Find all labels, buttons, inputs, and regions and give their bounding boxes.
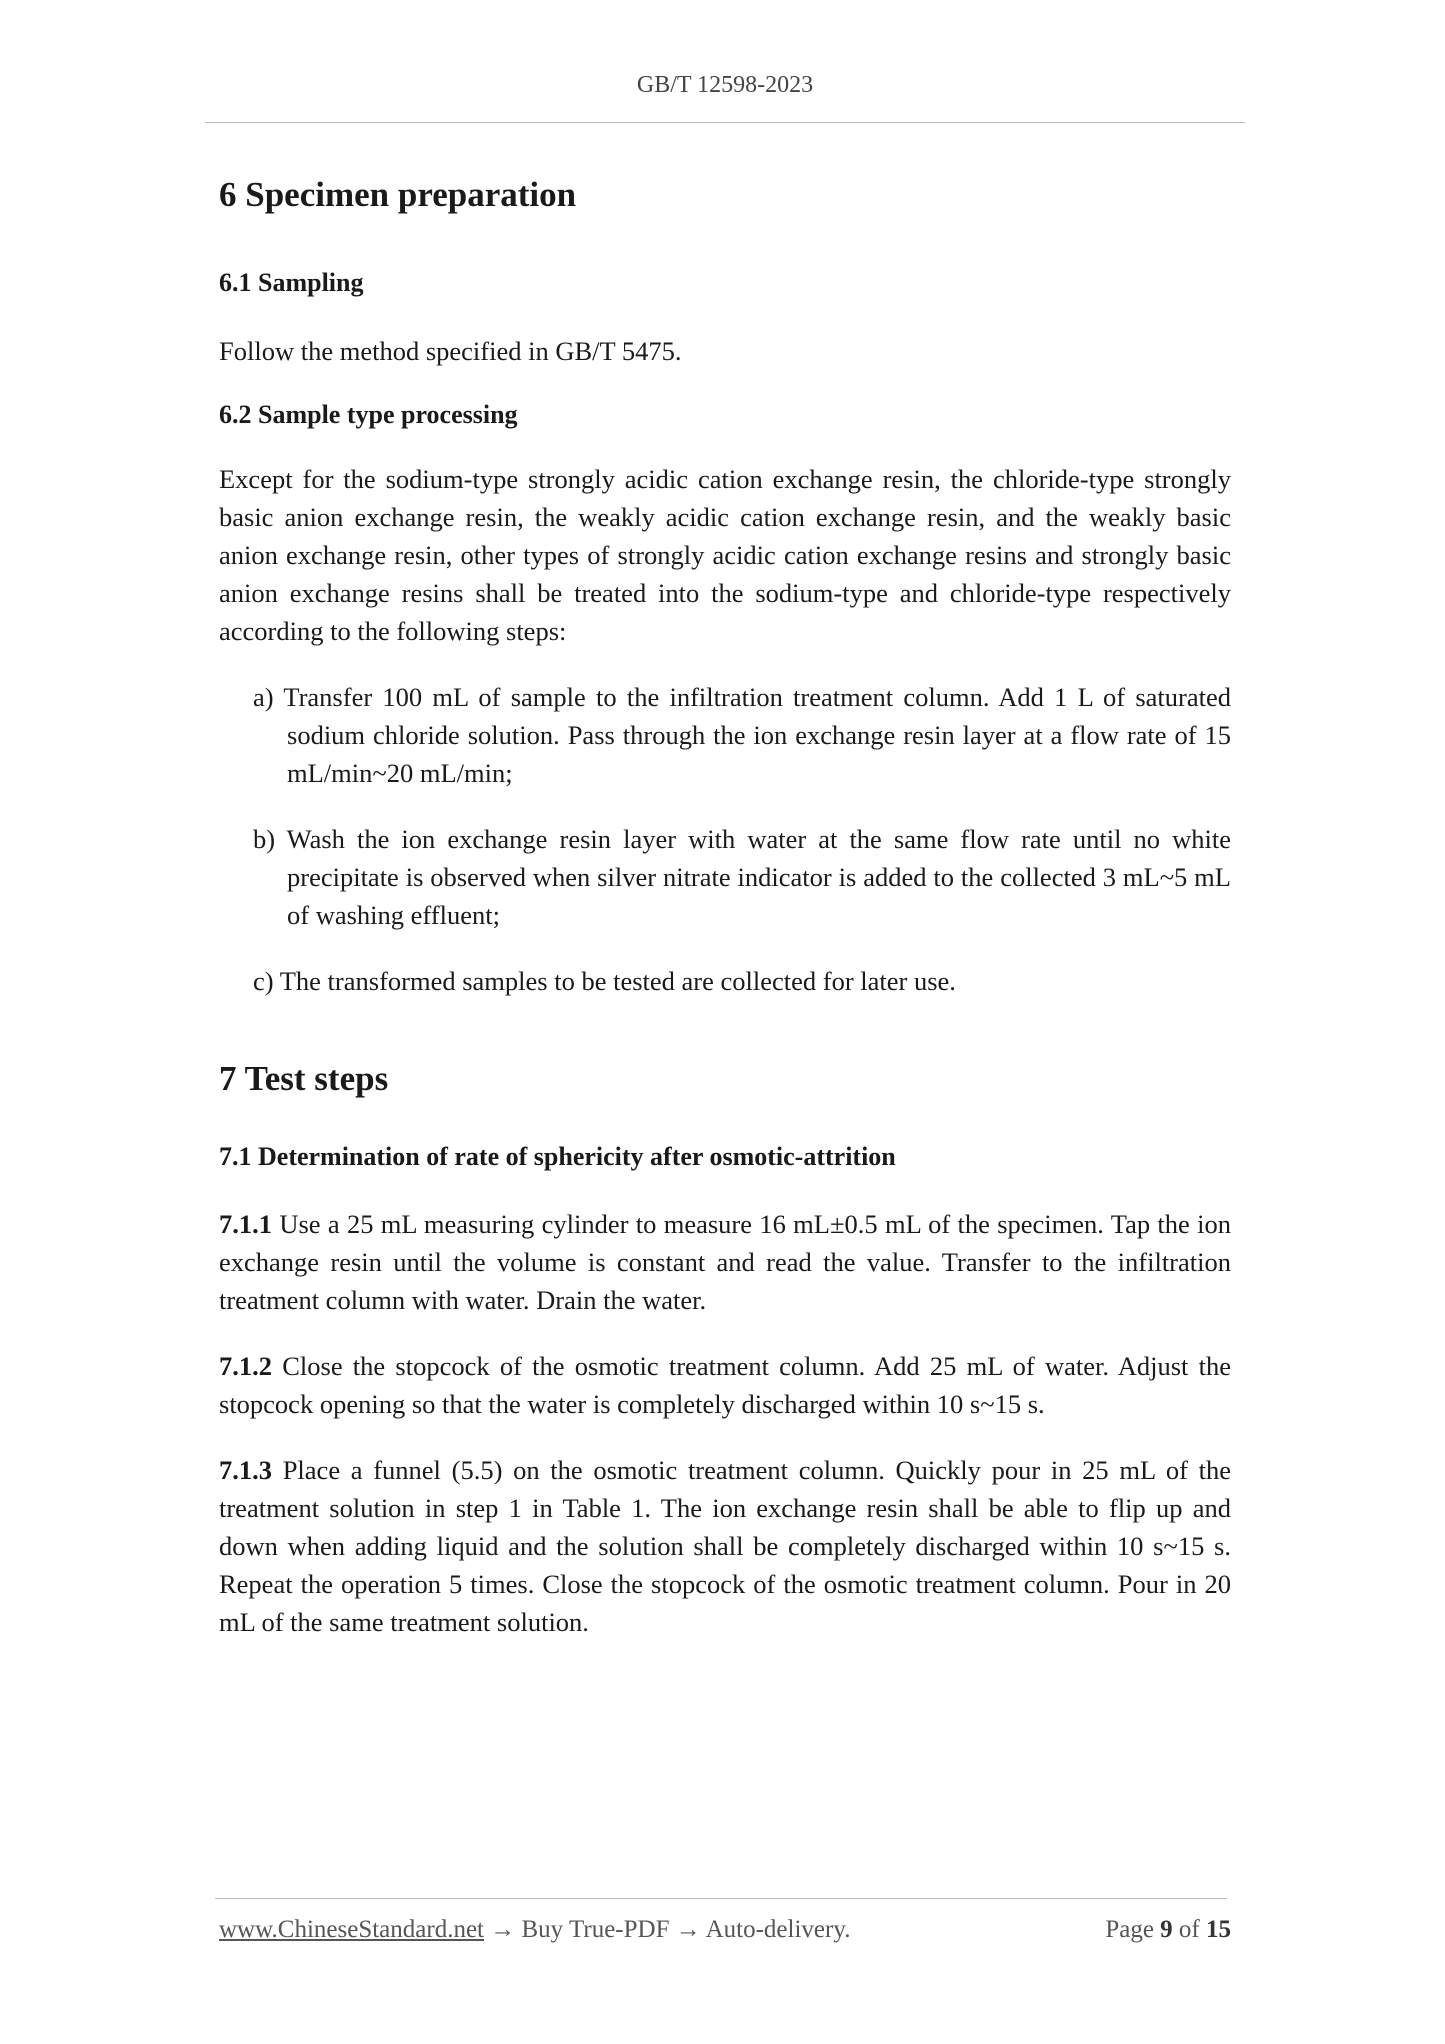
list-item-b: b) Wash the ion exchange resin layer with water at the same flow rate until no white precipitate is observed when silver nitrate indicator is added to the collected 3 mL~5 mL of washing effluent;: [253, 823, 1231, 930]
page-content: [219, 160, 1231, 1641]
clause-text: Close the stopcock of the osmotic treatment column. Add 25 mL of water. Adjust the stopcock opening so that the water is completely discharged within 10 s~15 s.: [219, 1351, 1231, 1420]
section-7-1-title: 7.1 Determination of rate of sphericity after osmotic-attrition: [219, 1141, 896, 1171]
chinesestandard-link[interactable]: www.ChineseStandard.net: [219, 1916, 484, 1943]
auto-delivery-text: Auto-delivery.: [705, 1916, 851, 1943]
section-6-title: 6 Specimen preparation: [219, 175, 577, 214]
of-label: of: [1178, 1916, 1200, 1943]
clause-number: 7.1.2: [219, 1351, 272, 1382]
section-6-2-title: 6.2 Sample type processing: [219, 399, 518, 429]
page-footer: [219, 1916, 1231, 1944]
page-total: 15: [1206, 1916, 1231, 1943]
page-indicator: [1105, 1916, 1231, 1944]
footer-divider: [215, 1898, 1227, 1899]
page-label: Page: [1105, 1916, 1154, 1943]
arrow-right-icon: →: [675, 1916, 701, 1943]
clause-number: 7.1.3: [219, 1455, 272, 1486]
clause-7-1-1: [219, 1205, 1231, 1319]
section-7-title: 7 Test steps: [219, 1058, 389, 1098]
clause-text: Place a funnel (5.5) on the osmotic treatment column. Quickly pour in 25 mL of the treatment solution in step 1 in Table 1. The ion exchange resin shall be able to flip up and down when adding liquid and the solution shall be completely discharged within 10 s~15 s. Repeat the operation 5 times. Close the stopcock of the osmotic treatment column. Pour in 20 mL of the same treatment solution.: [219, 1455, 1231, 1638]
footer-promo: [219, 1916, 850, 1944]
list-item-c: c) The transformed samples to be tested are collected for later use.: [253, 965, 956, 996]
section-6-2-text: Except for the sodium-type strongly acidic cation exchange resin, the chloride-type strongly basic anion exchange resin, the weakly acidic cation exchange resin, and the weakly basic anion exchange resin, other types of strongly acidic cation exchange resins and strongly basic anion exchange resins shall be treated into the sodium-type and chloride-type respectively according to the following steps:: [219, 463, 1231, 646]
arrow-right-icon: →: [490, 1916, 516, 1943]
clause-number: 7.1.1: [219, 1209, 272, 1240]
page-number: 9: [1160, 1916, 1173, 1943]
buy-pdf-text: Buy True-PDF: [521, 1916, 670, 1943]
section-6-1-title: 6.1 Sampling: [219, 268, 364, 297]
header-divider: [205, 122, 1245, 123]
clause-text: Use a 25 mL measuring cylinder to measure 16 mL±0.5 mL of the specimen. Tap the ion exchange resin until the volume is constant and read the value. Transfer to the infiltration treatment column with water. Drain the water.: [219, 1209, 1231, 1316]
section-6-1-text: Follow the method specified in GB/T 5475.: [219, 335, 682, 366]
clause-7-1-2: [219, 1347, 1231, 1423]
running-header: GB/T 12598-2023: [636, 72, 814, 98]
list-item-a: a) Transfer 100 mL of sample to the infiltration treatment column. Add 1 L of saturated sodium chloride solution. Pass through the ion exchange resin layer at a flow rate of 15 mL/min~20 mL/min;: [253, 681, 1231, 788]
clause-7-1-3: [219, 1451, 1231, 1641]
